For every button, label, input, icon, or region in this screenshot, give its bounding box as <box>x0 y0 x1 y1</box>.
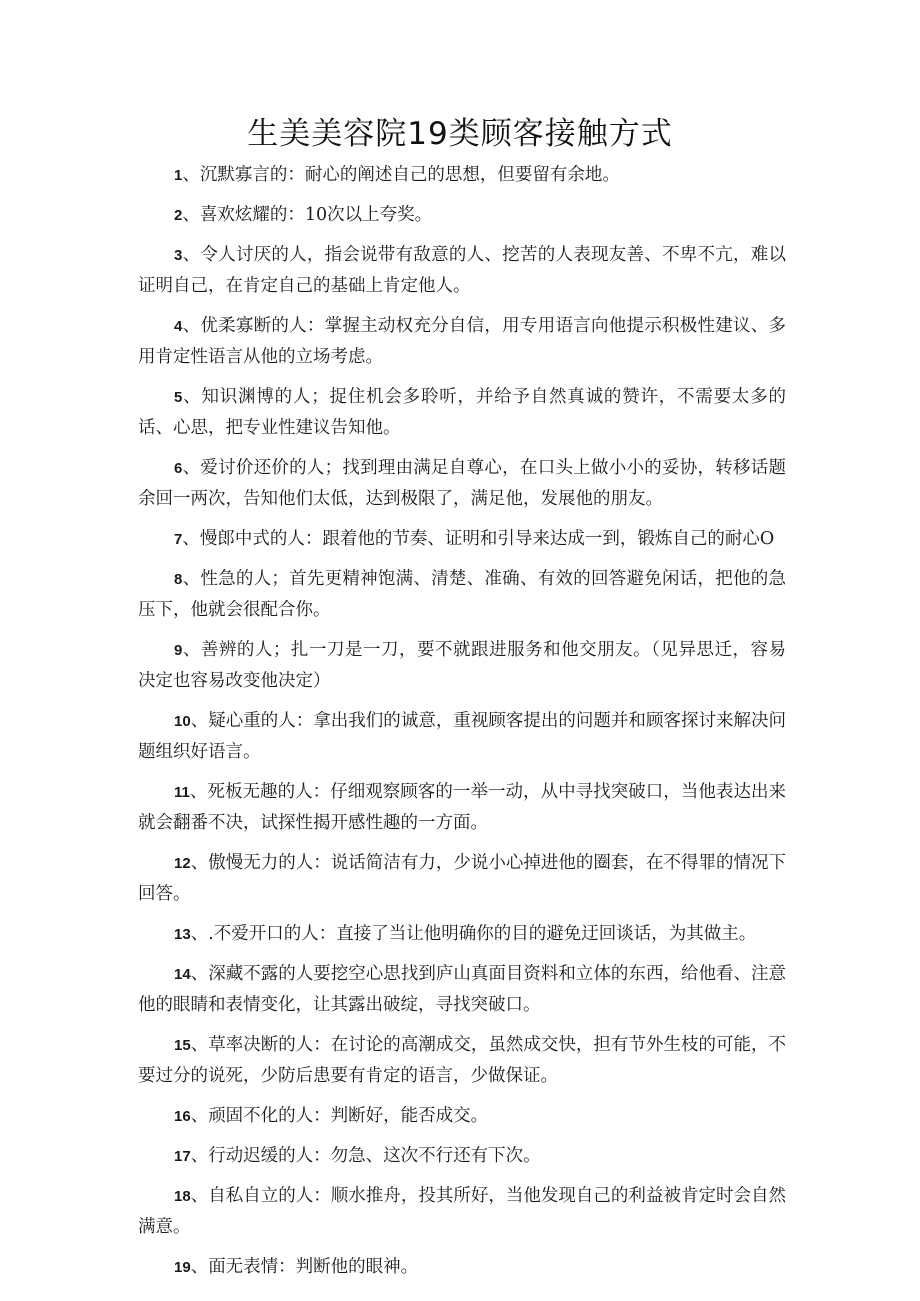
item-separator: 、 <box>190 711 209 731</box>
item-number: 16 <box>174 1108 191 1125</box>
item-number: 2 <box>174 207 183 224</box>
list-item <box>138 382 786 444</box>
item-text: 爱讨价还价的人；找到理由满足自尊心，在口头上做小小的妥协，转移话题余回一两次，告知他们太低，达到极限了，满足他，发展他的朋友。 <box>138 458 787 509</box>
item-text: 深藏不露的人要挖空心思找到庐山真面目资料和立体的东西，给他看、注意他的眼睛和表情变化，让其露出破绽，寻找突破口。 <box>138 964 787 1015</box>
list-item <box>138 564 786 626</box>
list-item <box>138 706 786 768</box>
list-item <box>138 453 786 515</box>
list-item <box>138 848 786 910</box>
item-number: 15 <box>174 1037 191 1054</box>
item-text: 疑心重的人：拿出我们的诚意，重视顾客提出的问题并和顾客探讨来解决问题组织好语言。 <box>138 711 787 762</box>
item-text: .不爱开口的人：直接了当让他明确你的目的避免迂回谈话，为其做主。 <box>208 924 757 944</box>
list-item <box>138 1030 786 1092</box>
list-item <box>138 919 786 950</box>
item-text: 死板无趣的人：仔细观察顾客的一举一动，从中寻找突破口，当他表达出来就会翻番不决，试探性揭开感性趣的一方面。 <box>138 782 787 833</box>
item-number: 4 <box>174 318 183 335</box>
item-number: 12 <box>174 855 191 872</box>
item-separator: 、 <box>190 1186 209 1206</box>
item-text: 性急的人；首先更精神饱满、清楚、准确、有效的回答避免闲话，把他的急压下，他就会很配合你。 <box>138 569 787 620</box>
item-number: 6 <box>174 460 183 477</box>
item-text: 傲慢无力的人：说话简洁有力，少说小心掉进他的圈套，在不得罪的情况下回答。 <box>138 853 787 904</box>
item-text: 令人讨厌的人，指会说带有敌意的人、挖苦的人表现友善、不卑不亢，难以证明自己，在肯定自己的基础上肯定他人。 <box>138 245 787 296</box>
list-item <box>138 635 786 697</box>
item-separator: 、 <box>182 387 202 407</box>
item-separator: 、 <box>182 205 200 225</box>
list-item <box>138 777 786 839</box>
item-number: 7 <box>174 531 183 548</box>
item-separator: 、 <box>182 529 200 549</box>
item-separator: 、 <box>182 458 201 478</box>
item-separator: 、 <box>190 1146 209 1166</box>
item-number: 11 <box>174 784 190 801</box>
item-text: 喜欢炫耀的：10次以上夸奖。 <box>199 205 433 225</box>
item-text: 沉默寡言的：耐心的阐述自己的思想，但要留有余地。 <box>199 165 620 185</box>
item-number: 17 <box>174 1148 191 1165</box>
item-number: 3 <box>174 247 183 264</box>
item-text: 行动迟缓的人：勿急、这次不行还有下次。 <box>208 1146 541 1166</box>
item-separator: 、 <box>182 569 201 589</box>
item-text: 善辨的人；扎一刀是一刀，要不就跟进服务和他交朋友。（见异思迁，容易决定也容易改变他决定） <box>138 640 787 691</box>
item-separator: 、 <box>190 1035 209 1055</box>
item-text: 慢郎中式的人：跟着他的节奏、证明和引导来达成一到，锻炼自己的耐心O <box>199 529 775 549</box>
item-separator: 、 <box>182 245 201 265</box>
item-number: 8 <box>174 571 183 588</box>
list-item <box>138 959 786 1021</box>
item-number: 5 <box>174 389 183 406</box>
item-separator: 、 <box>182 640 201 660</box>
item-separator: 、 <box>190 1106 209 1126</box>
item-separator: 、 <box>189 782 208 802</box>
item-number: 19 <box>174 1259 191 1276</box>
item-text: 面无表情：判断他的眼神。 <box>208 1257 419 1277</box>
item-number: 1 <box>174 167 183 184</box>
item-separator: 、 <box>182 165 200 185</box>
item-text: 草率决断的人：在讨论的高潮成交，虽然成交快，担有节外生枝的可能，不要过分的说死，少防后患要有肯定的语言，少做保证。 <box>138 1035 787 1086</box>
list-item <box>138 311 786 373</box>
item-number: 10 <box>174 713 191 730</box>
item-number: 9 <box>174 642 183 659</box>
item-text: 顽固不化的人：判断好，能否成交。 <box>208 1106 489 1126</box>
item-number: 18 <box>174 1188 191 1205</box>
item-number: 13 <box>174 926 191 943</box>
item-number: 14 <box>174 966 191 983</box>
item-text: 优柔寡断的人：掌握主动权充分自信，用专用语言向他提示积极性建议、多用肯定性语言从他的立场考虑。 <box>138 316 787 367</box>
list-item <box>138 240 786 302</box>
list-item <box>138 524 786 555</box>
item-separator: 、 <box>182 316 201 336</box>
list-item <box>138 160 786 191</box>
item-text: 自私自立的人：顺水推舟，投其所好，当他发现自己的利益被肯定时会自然满意。 <box>138 1186 787 1237</box>
item-separator: 、 <box>190 1257 209 1277</box>
item-separator: 、 <box>190 964 209 984</box>
item-separator: 、 <box>190 924 209 944</box>
item-separator: 、 <box>190 853 209 873</box>
list-item <box>138 1101 786 1132</box>
list-item <box>138 1181 786 1243</box>
item-list <box>138 160 786 1292</box>
document-title: 生美美容院19类顾客接触方式 <box>247 116 673 152</box>
list-item <box>138 1141 786 1172</box>
list-item <box>138 200 786 231</box>
item-text: 知识渊博的人；捉住机会多聆听，并给予自然真诚的赞许，不需要太多的话、心思，把专业性建议告知他。 <box>138 387 787 438</box>
list-item <box>138 1252 786 1283</box>
